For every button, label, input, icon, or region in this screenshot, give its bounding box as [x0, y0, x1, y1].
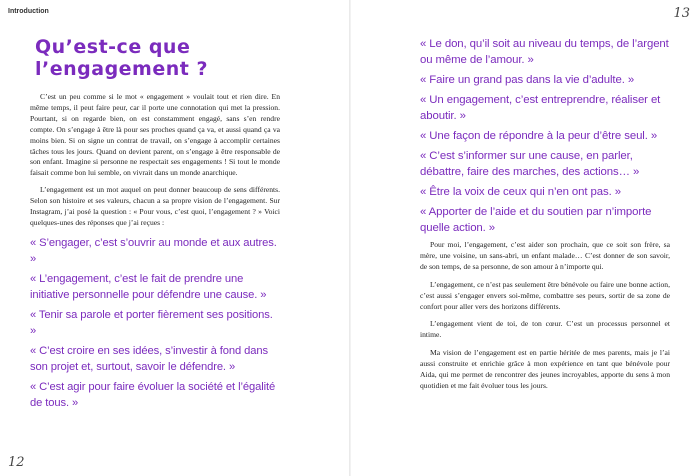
- quote: « L’engagement, c’est le fait de prendre une initiative personnelle pour défendre une cause. »: [30, 272, 267, 301]
- chapter-title-line-1: Qu’est-ce que: [35, 36, 191, 58]
- quote: « Une façon de répondre à la peur d’être seul. »: [420, 130, 658, 142]
- chapter-title-line-2: l’engagement ?: [35, 58, 208, 80]
- page-gutter: [349, 0, 351, 476]
- quote: « Être la voix de ceux qui n’en ont pas. »: [420, 186, 621, 198]
- body-paragraph: L’engagement est un mot auquel on peut donner beaucoup de sens différents. Selon son histoire et ses valeurs, chacun a sa propre vision de l’engagement. Sur Instagram, j’ai posé la question : « Pour vous, c’est quoi, l’engagement ? » Voici quelques-unes des réponses que j’ai reçues :: [30, 185, 280, 227]
- page-number-left: 12: [8, 455, 25, 470]
- right-body-text: [420, 240, 670, 392]
- quote: « Tenir sa parole et porter fièrement ses positions. »: [30, 308, 273, 337]
- quote: « Faire un grand pas dans la vie d’adulte. »: [420, 74, 635, 86]
- quote: « C’est s’informer sur une cause, en parler, débattre, faire des marches, des actions… »: [420, 150, 640, 178]
- body-paragraph: C’est un peu comme si le mot « engagement » voulait tout et rien dire. En même temps, il peut faire peur, car il porte une connotation qui met la pression. Pourtant, si on regarde bien, on est constamment engagé, sans s’en rendre compte. On s’engage à être là pour ses proches quand ça va, et aussi quand ça va moins bien. Si on signe un contrat de travail, on s’engage à accomplir certaines tâches tous les jours. Quand on devient parent, on s’engage à être responsable de son enfant. Imagine si personne ne respectait ses engagements ! Si tout le monde faisait comme bon lui semble, on vivrait dans un monde anarchique.: [30, 92, 280, 178]
- quote-list: [420, 36, 670, 236]
- quote: « Le don, qu’il soit au niveau du temps, de l’argent ou même de l’amour. »: [420, 38, 669, 66]
- body-paragraph: Pour moi, l’engagement, c’est aider son prochain, que ce soit son frère, sa mère, une voisine, un sans-abri, un enfant malade… C’est donner de son savoir, de son temps, de sa personne, de son amour à n’importe qui.: [420, 240, 670, 271]
- section-label: Introduction: [8, 8, 49, 15]
- quote: « S’engager, c’est s’ouvrir au monde et aux autres. »: [30, 236, 277, 265]
- quote: « Apporter de l’aide et du soutien par n’importe quelle action. »: [420, 206, 652, 234]
- quote: « C’est croire en ses idées, s’investir à fond dans son projet et, surtout, savoir le défendre. »: [30, 344, 269, 373]
- page-number-right: 13: [673, 6, 690, 21]
- left-page: [30, 36, 280, 415]
- body-paragraph: L’engagement, ce n’est pas seulement être bénévole ou faire une bonne action, c’est aussi s’engager envers soi-même, combattre ses peurs, sortir de sa zone de confort pour aller vers des horizons différents.: [420, 279, 670, 311]
- quote-list: [30, 235, 280, 411]
- right-page: [420, 36, 670, 392]
- body-paragraph: Ma vision de l’engagement est en partie héritée de mes parents, mais je l’ai aussi construite et enrichie grâce à mon expérience en tant que bénévole pour Aida, qui me permet de rencontrer des jeunes incroyables, apporte du sens à mon quotidien et me fait évoluer tous les jours.: [420, 348, 670, 390]
- quote: « C’est agir pour faire évoluer la société et l’égalité de tous. »: [30, 380, 276, 409]
- quote: « Un engagement, c’est entreprendre, réaliser et aboutir. »: [420, 94, 661, 122]
- body-paragraph: L’engagement vient de toi, de ton cœur. C’est un processus personnel et intime.: [420, 319, 670, 340]
- chapter-title: [35, 36, 280, 80]
